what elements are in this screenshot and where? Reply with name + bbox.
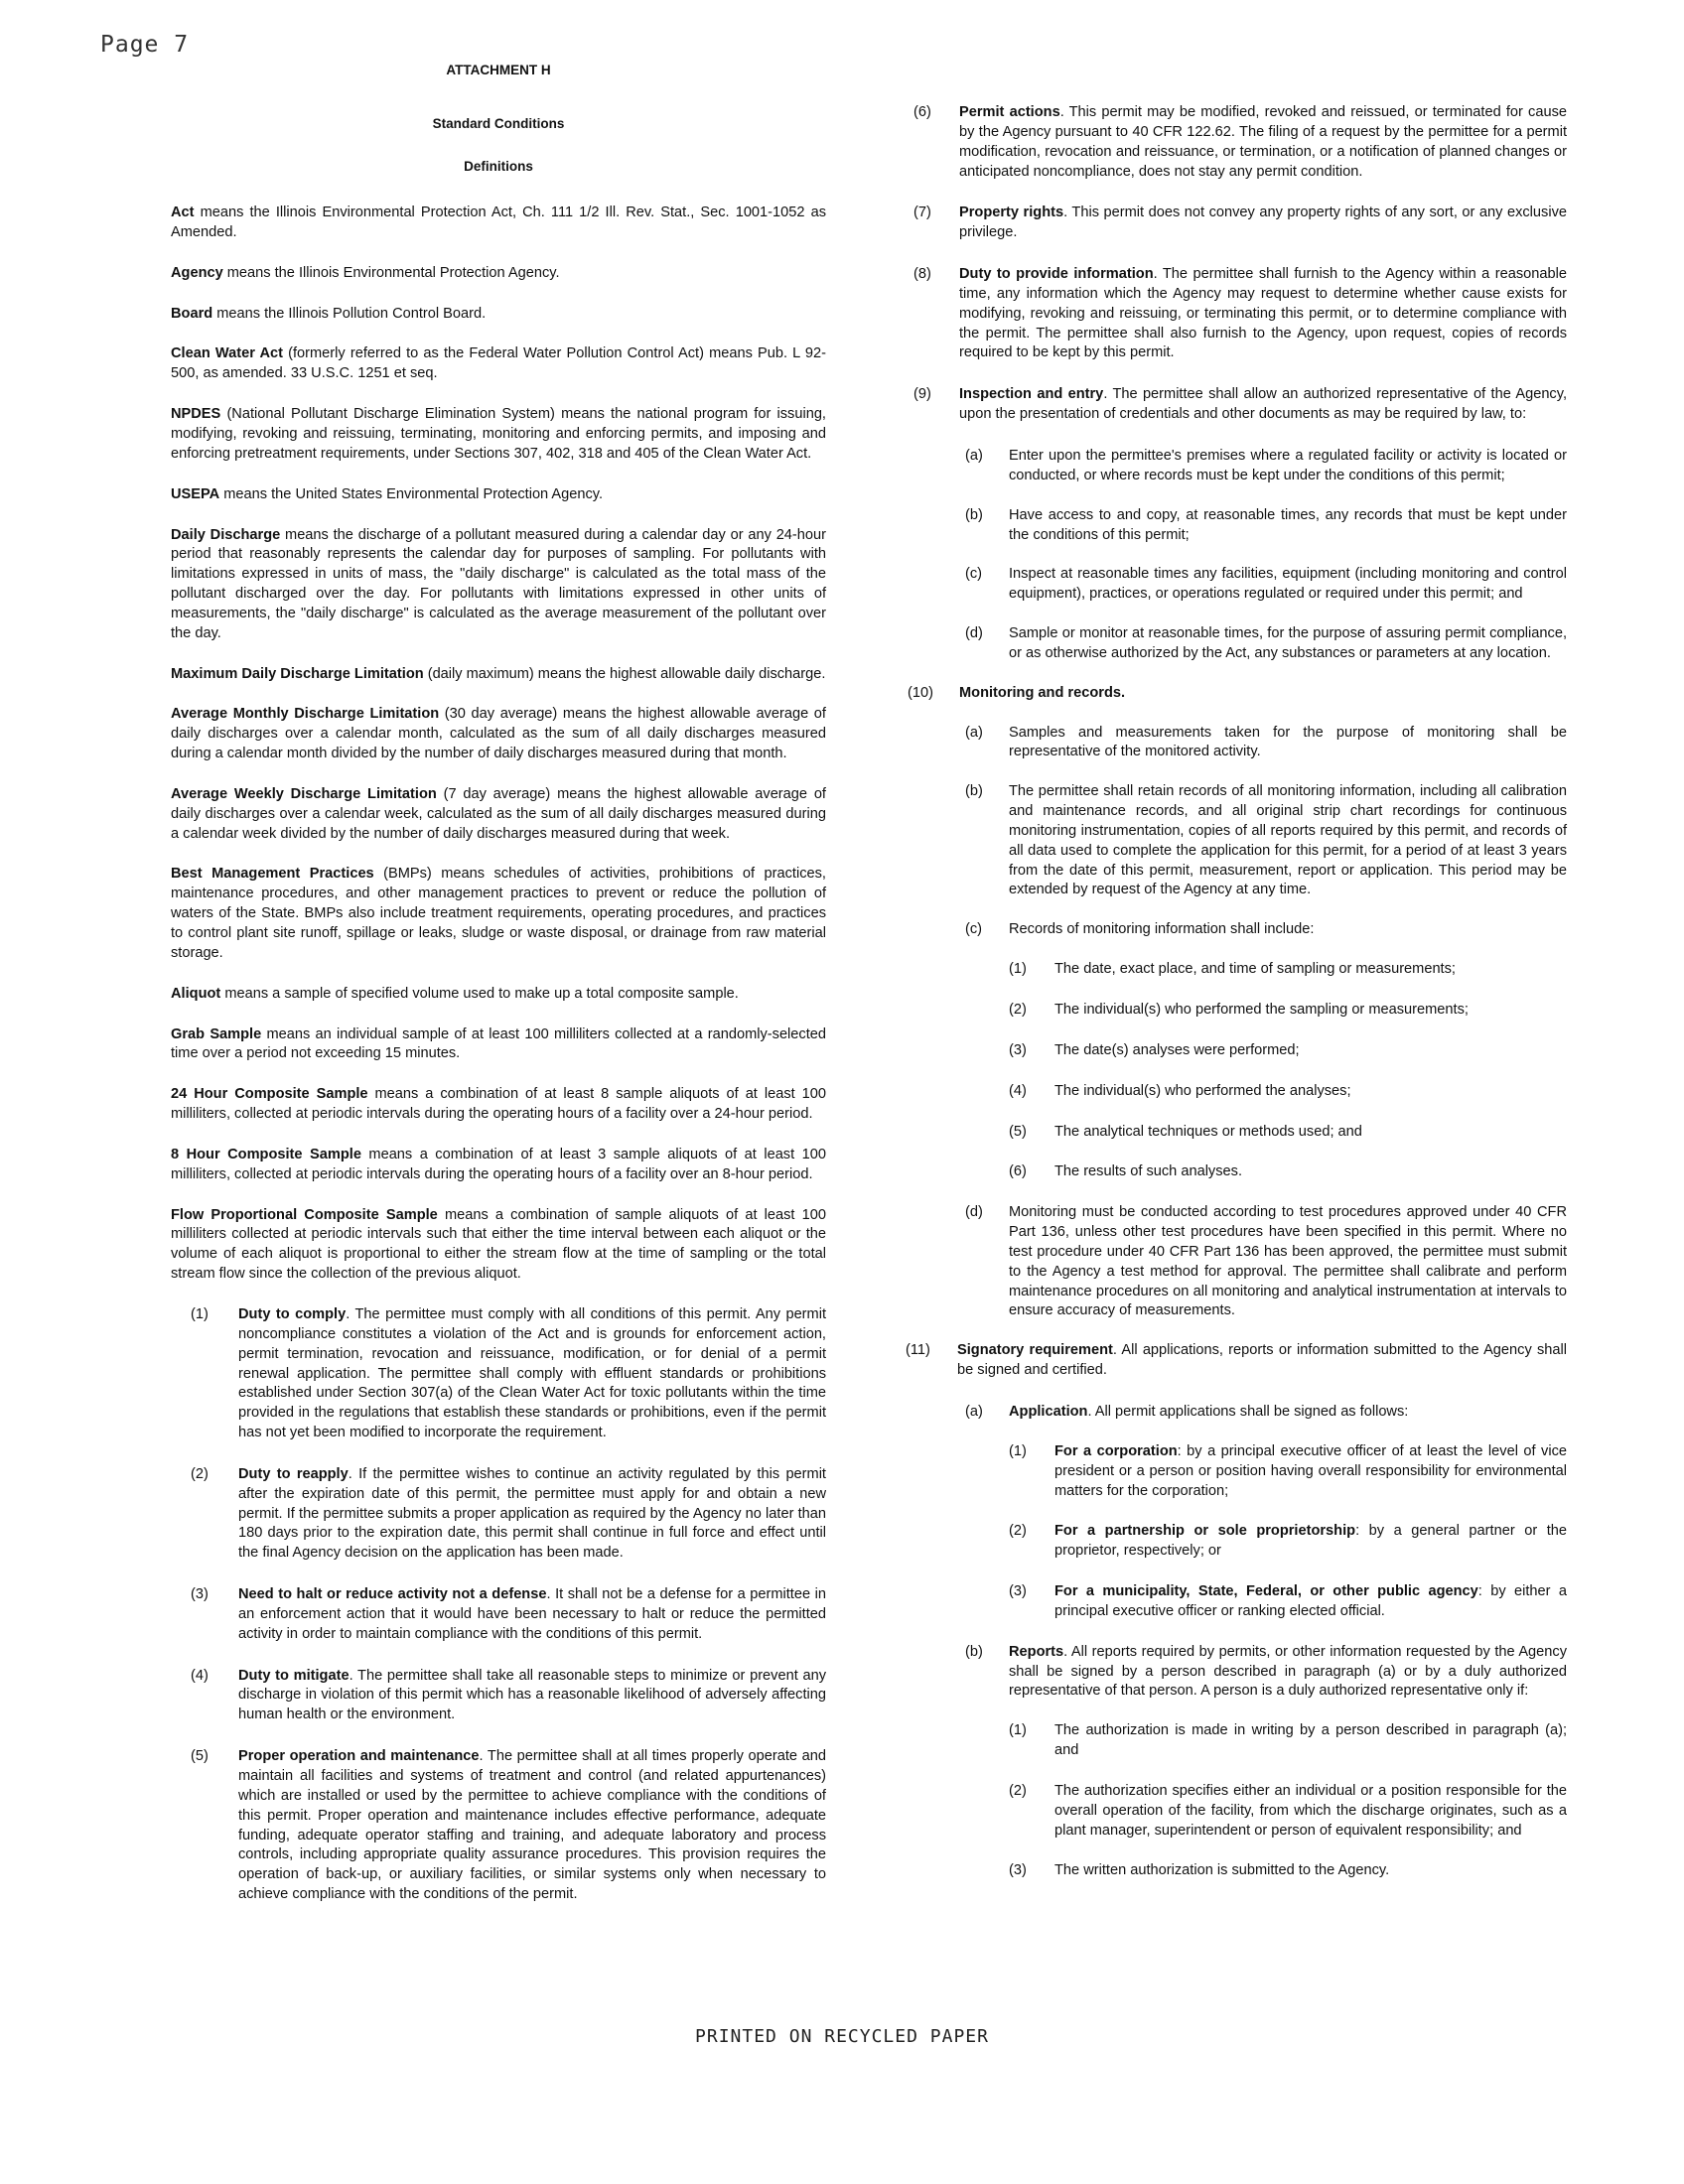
list-item-number: (6) <box>1009 1163 1027 1180</box>
item-body: . The permittee shall at all times properly operate and maintain all facilities and systems of treatment and control (and related appurtenances) which are installed or used by the permittee to achieve compliance with the conditions of this permit. Proper operation and maintenance includes effective performance, adequate funding, adequate operator staffing and training, and adequate laboratory and process controls, including appropriate quality assurance procedures. This provision requires the operation of back-up, or auxiliary facilities, or similar systems only when necessary to achieve compliance with the conditions of the permit. <box>238 1748 826 1903</box>
item-number: (10) <box>908 684 933 701</box>
list-item-text: The authorization is made in writing by a person described in paragraph (a); and <box>1054 1722 1567 1759</box>
definition <box>171 1146 826 1185</box>
sub-item-text: Inspect at reasonable times any facilities, equipment (including monitoring and control equipment), practices, or operations regulated or required under this permit; and <box>1009 566 1567 603</box>
list-item-title: For a corporation <box>1054 1442 1178 1459</box>
definition-term: Clean Water Act <box>171 345 283 362</box>
list-item-number: (3) <box>1009 1041 1027 1058</box>
definition-term: Flow Proportional Composite Sample <box>171 1206 438 1223</box>
list-item-number: (3) <box>1009 1862 1027 1879</box>
sub-item-letter: (a) <box>965 1403 983 1420</box>
left-column <box>171 58 826 1927</box>
definition-text: (formerly referred to as the Federal Water Pollution Control Act) means Pub. L 92-500, as amended. 33 U.S.C. 1251 et seq. <box>171 345 826 382</box>
list-item-text <box>1054 1522 1567 1562</box>
definition-text: (daily maximum) means the highest allowable daily discharge. <box>423 665 826 682</box>
item-title: Permit actions <box>959 104 1060 120</box>
list-item <box>1009 1721 1567 1761</box>
definition-term: Average Monthly Discharge Limitation <box>171 706 440 723</box>
condition-item <box>191 1667 826 1726</box>
item-title: Property rights <box>959 205 1064 221</box>
definition <box>171 305 826 325</box>
definition-term: Best Management Practices <box>171 866 374 883</box>
item-text <box>238 1667 826 1726</box>
definition <box>171 264 826 284</box>
sub-item-text <box>1009 1403 1567 1423</box>
list-item-text: The date, exact place, and time of sampling or measurements; <box>1054 961 1456 978</box>
list-item-number: (3) <box>1009 1583 1027 1600</box>
item-body: . It shall not be a defense for a permittee in an enforcement action that it would have been necessary to halt or reduce the permitted activity in order to maintain compliance with the conditions of this permit. <box>238 1586 826 1642</box>
page-label: Page 7 <box>100 32 190 58</box>
definition-text: means the discharge of a pollutant measured during a calendar day or any 24-hour period that reasonably represents the calendar day for purposes of sampling. For pollutants with limitations expressed in units of mass, the "daily discharge" is calculated as the total mass of the pollutant discharged over the day. For pollutants with limitations expressed in other units of measurements, the "daily discharge" is calculated as the average measurement of the pollutant over the day. <box>171 526 826 641</box>
item-body: . The permittee shall furnish to the Agency within a reasonable time, any information which the Agency may request to determine whether cause exists for modifying, revoking and reissuing, or terminating this permit, or to determine compliance with the permit. The permittee shall also furnish to the Agency, upon request, copies of records required to be kept by this permit. <box>959 266 1567 361</box>
condition-item <box>908 684 1567 704</box>
item-number: (6) <box>913 104 931 120</box>
list-item-text: The individual(s) who performed the sampling or measurements; <box>1054 1002 1469 1018</box>
item-text <box>238 1747 826 1905</box>
list-item-text: The date(s) analyses were performed; <box>1054 1041 1300 1058</box>
sub-item <box>965 920 1567 940</box>
definition <box>171 405 826 465</box>
definition-text: means a combination of sample aliquots of at least 100 milliliters collected at periodic intervals such that either the time interval between each aliquot or the volume of each aliquot is proportional to either the stream flow at the time of sampling or the total stream flow since the collection of the previous aliquot. <box>171 1206 826 1283</box>
definition-text: (BMPs) means schedules of activities, prohibitions of practices, maintenance procedures, and other management practices to prevent or reduce the pollution of waters of the State. BMPs also include treatment requirements, operating procedures, and practices to control plant site runoff, spillage or leaks, sludge or waste disposal, or drainage from raw material storage. <box>171 866 826 961</box>
sub-item-letter: (b) <box>965 1643 983 1660</box>
item-title: Need to halt or reduce activity not a defense <box>238 1586 547 1603</box>
sub-item-text: Enter upon the permittee's premises where a regulated facility or activity is located or conducted, or where records must be kept under the conditions of this permit; <box>1009 447 1567 483</box>
definition <box>171 344 826 384</box>
item-body: . The permittee shall allow an authorized representative of the Agency, upon the presentation of credentials and other documents as may be required by law, to: <box>959 386 1567 423</box>
item-title: Inspection and entry <box>959 386 1104 403</box>
definition <box>171 526 826 644</box>
sub-item <box>965 1643 1567 1703</box>
definition-term: Agency <box>171 264 223 281</box>
sub-item-text: Monitoring must be conducted according to test procedures approved under 40 CFR Part 136, unless other test procedures have been specified in this permit. Where no test procedure under 40 CFR Part 136 has been approved, the permittee must submit to the Agency a test method for approval. The permittee shall calibrate and perform maintenance procedures on all monitoring and analytical instrumentation at intervals to ensure accuracy of measurements. <box>1009 1204 1567 1319</box>
item-number: (7) <box>913 205 931 221</box>
sub-item-text: Samples and measurements taken for the purpose of monitoring shall be representative of the monitored activity. <box>1009 724 1567 760</box>
sub-item-letter: (a) <box>965 724 983 741</box>
item-body: . All applications, reports or information submitted to the Agency shall be signed and certified. <box>957 1342 1567 1379</box>
sub-item <box>965 724 1567 763</box>
list-item <box>1009 1782 1567 1842</box>
list-item <box>1009 1582 1567 1622</box>
definition <box>171 204 826 243</box>
sub-item-letter: (d) <box>965 1204 983 1221</box>
condition-item <box>913 265 1567 363</box>
definition-term: Board <box>171 305 213 322</box>
list-item-number: (2) <box>1009 1523 1027 1540</box>
sub-item <box>965 782 1567 900</box>
sub-item-text: The permittee shall retain records of all monitoring information, including all calibration and maintenance records, and all original strip chart recordings for continuous monitoring instrumentation, copies of all reports required by this permit, and records of all data used to complete the application for this permit, for a period of at least 3 years from the date of this permit, measurement, report or application. This period may be extended by request of the Agency at any time. <box>1009 783 1567 898</box>
sub-item-body: . All permit applications shall be signed as follows: <box>1087 1403 1409 1420</box>
definition <box>171 1206 826 1285</box>
item-number: (3) <box>191 1586 209 1603</box>
list-item-body: : by either a principal executive officer or ranking elected official. <box>1054 1583 1567 1619</box>
item-body: . The permittee shall take all reasonable steps to minimize or prevent any discharge in violation of this permit which has a reasonable likelihood of adversely affecting human health or the environment. <box>238 1667 826 1723</box>
definition-text: (7 day average) means the highest allowable average of daily discharges over a calendar week, calculated as the sum of all daily discharges measured during a calendar week divided by the number of daily discharges measured during that week. <box>171 785 826 842</box>
definitions-list <box>171 204 826 1285</box>
sub-item <box>965 1403 1567 1423</box>
item-number: (11) <box>906 1342 930 1359</box>
sub-item-text: Have access to and copy, at reasonable times, any records that must be kept under the conditions of this permit; <box>1009 506 1567 543</box>
attachment-heading: ATTACHMENT H <box>446 63 551 77</box>
list-item-text: The written authorization is submitted to the Agency. <box>1054 1862 1390 1879</box>
list-item-number: (1) <box>1009 1722 1027 1739</box>
sub-item <box>965 447 1567 486</box>
item-body: . This permit does not convey any property rights of any sort, or any exclusive privilege. <box>959 205 1567 241</box>
sub-item-text: Records of monitoring information shall include: <box>1009 921 1315 938</box>
item-title: Monitoring and records. <box>959 684 1126 701</box>
definition-term: NPDES <box>171 406 221 423</box>
condition-item <box>913 204 1567 243</box>
list-item-text: The analytical techniques or methods used; and <box>1054 1123 1362 1140</box>
sub-item <box>965 624 1567 664</box>
condition-item <box>913 103 1567 182</box>
condition-item <box>191 1747 826 1905</box>
list-item-title: For a partnership or sole proprietorship <box>1054 1523 1356 1540</box>
item-number: (4) <box>191 1667 209 1684</box>
item-title: Proper operation and maintenance <box>238 1748 480 1765</box>
list-item <box>1009 1522 1567 1562</box>
item-text <box>238 1465 826 1564</box>
list-item-number: (4) <box>1009 1082 1027 1099</box>
definition <box>171 1085 826 1125</box>
definition <box>171 785 826 845</box>
list-item-number: (2) <box>1009 1782 1027 1799</box>
sub-item-letter: (b) <box>965 783 983 800</box>
list-item-number: (2) <box>1009 1002 1027 1018</box>
sub-item-letter: (a) <box>965 447 983 464</box>
sub-item-text: Sample or monitor at reasonable times, for the purpose of assuring permit compliance, or as otherwise authorized by the Act, any substances or parameters at any location. <box>1009 625 1567 661</box>
sub-item-letter: (c) <box>965 921 983 938</box>
item-body: . This permit may be modified, revoked and reissued, or terminated for cause by the Agency pursuant to 40 CFR 122.62. The filing of a request by the permittee for a permit modification, revocation and reissuance, or termination, or a notification of planned changes or anticipated noncompliance, does not stay any permit condition. <box>959 104 1567 180</box>
list-item-number: (1) <box>1009 961 1027 978</box>
item-body: . The permittee must comply with all conditions of this permit. Any permit noncompliance constitutes a violation of the Act and is grounds for enforcement action, permit termination, revocation and reissuance, modification, or for denial of a permit renewal application. The permittee shall comply with effluent standards or prohibitions established under Section 307(a) of the Clean Water Act for toxic pollutants within the time provided in the regulations that establish these standards or prohibitions, even if the permit has not yet been modified to incorporate the requirement. <box>238 1305 826 1441</box>
list-item <box>1009 1082 1567 1102</box>
list-item-body: : by a general partner or the proprietor, respectively; or <box>1054 1523 1567 1560</box>
item-text <box>959 103 1567 182</box>
list-item-number: (1) <box>1009 1442 1027 1459</box>
list-item <box>1009 1041 1567 1061</box>
definition-term: 8 Hour Composite Sample <box>171 1146 361 1162</box>
definition-text: means the Illinois Pollution Control Board. <box>212 305 487 322</box>
sub-item-letter: (c) <box>965 566 983 583</box>
definition <box>171 485 826 505</box>
list-item <box>1009 1442 1567 1502</box>
sub-item-letter: (d) <box>965 625 983 642</box>
item-title: Duty to provide information <box>959 266 1154 283</box>
definition-term: 24 Hour Composite Sample <box>171 1086 368 1103</box>
condition-item <box>191 1305 826 1443</box>
definition-text: means the Illinois Environmental Protection Act, Ch. 111 1/2 Ill. Rev. Stat., Sec. 1001-1052 as Amended. <box>171 205 826 240</box>
item-text <box>959 385 1567 425</box>
item-number: (2) <box>191 1465 209 1482</box>
definition <box>171 705 826 764</box>
standard-conditions-heading: Standard Conditions <box>432 116 565 132</box>
condition-item <box>906 1341 1567 1381</box>
list-item <box>1009 1162 1567 1182</box>
item-text <box>959 204 1567 243</box>
definition-text: means the Illinois Environmental Protection Agency. <box>222 264 560 281</box>
definitions-heading: Definitions <box>464 158 533 174</box>
item-text <box>238 1585 826 1645</box>
definition <box>171 865 826 963</box>
definition-text: means a sample of specified volume used to make up a total composite sample. <box>220 985 739 1002</box>
definition-text: (National Pollutant Discharge Elimination System) means the national program for issuing, modifying, revoking and reissuing, terminating, monitoring and enforcing permits, and imposing and enforcing pretreatment requirements, under Sections 307, 402, 318 and 405 of the Clean Water Act. <box>171 406 826 462</box>
item-body: . If the permittee wishes to continue an activity regulated by this permit after the expiration date of this permit, the permittee must apply for and obtain a new permit. If the permittee submits a proper application as required by the Agency no later than 180 days prior to the expiration date, this permit shall continue in full force and effect until the final Agency decision on the application has been made. <box>238 1465 826 1562</box>
condition-item <box>191 1465 826 1564</box>
definition-text: means a combination of at least 8 sample aliquots of at least 100 milliliters, collected at periodic intervals during the operating hours of a facility over a 24-hour period. <box>171 1086 826 1123</box>
list-item-text: The individual(s) who performed the analyses; <box>1054 1082 1351 1099</box>
definition-term: Maximum Daily Discharge Limitation <box>171 665 424 682</box>
right-column <box>906 103 1568 1902</box>
list-item <box>1009 1861 1567 1881</box>
definition-term: Daily Discharge <box>171 526 281 543</box>
sub-item-body: . All reports required by permits, or other information requested by the Agency shall be signed by a person described in paragraph (a) or by a duly authorized representative of that person. A person is a duly authorized representative only if: <box>1009 1643 1567 1700</box>
list-item <box>1009 1001 1567 1021</box>
definition-text: means a combination of at least 3 sample aliquots of at least 100 milliliters, collected at periodic intervals during the operating hours of a facility over an 8-hour period. <box>171 1146 826 1182</box>
list-item-text <box>1054 1442 1567 1502</box>
sub-item-title: Reports <box>1009 1643 1064 1660</box>
item-number: (8) <box>913 266 931 283</box>
definition-term: Grab Sample <box>171 1025 262 1042</box>
sub-item <box>965 506 1567 546</box>
definition-text: (30 day average) means the highest allowable average of daily discharges over a calendar month, calculated as the sum of all daily discharges measured during a calendar month divided by the number of daily discharges measured during that month. <box>171 706 826 762</box>
item-number: (9) <box>913 386 931 403</box>
definition-term: Act <box>171 205 195 221</box>
item-text <box>957 1341 1567 1381</box>
definition-text: means the United States Environmental Protection Agency. <box>219 485 604 502</box>
definition-term: USEPA <box>171 485 220 502</box>
definition <box>171 665 826 685</box>
definition-text: means an individual sample of at least 100 milliliters collected at a randomly-selected time over a period not exceeding 15 minutes. <box>171 1025 827 1062</box>
item-title: Duty to mitigate <box>238 1667 350 1684</box>
sub-item-text <box>1009 1643 1567 1703</box>
item-title: Signatory requirement <box>957 1342 1113 1359</box>
sub-item-letter: (b) <box>965 506 983 523</box>
condition-item <box>913 385 1567 425</box>
list-item <box>1009 960 1567 980</box>
definition-term: Aliquot <box>171 985 221 1002</box>
list-item <box>1009 1123 1567 1143</box>
list-item-body: : by a principal executive officer of at least the level of vice president or a person or position having overall responsibility for environmental matters for the corporation; <box>1054 1442 1568 1499</box>
list-item-text: The results of such analyses. <box>1054 1163 1242 1180</box>
definition <box>171 1025 826 1065</box>
item-title: Duty to comply <box>238 1305 347 1322</box>
item-number: (1) <box>191 1305 209 1322</box>
item-text <box>238 1305 826 1443</box>
list-item-text: The authorization specifies either an individual or a position responsible for the overall operation of the facility, from which the discharge originates, such as a plant manager, superintendent or person of equivalent responsibility; and <box>1054 1782 1567 1839</box>
list-item-number: (5) <box>1009 1123 1027 1140</box>
sub-item <box>965 565 1567 605</box>
condition-item <box>191 1585 826 1645</box>
item-text <box>959 265 1567 363</box>
sub-item <box>965 1203 1567 1321</box>
list-item-text <box>1054 1582 1567 1622</box>
definition-term: Average Weekly Discharge Limitation <box>171 785 437 802</box>
item-number: (5) <box>191 1748 209 1765</box>
list-item-title: For a municipality, State, Federal, or other public agency <box>1054 1583 1478 1600</box>
sub-item-title: Application <box>1009 1403 1088 1420</box>
item-title: Duty to reapply <box>238 1465 349 1482</box>
footer-note: PRINTED ON RECYCLED PAPER <box>695 2026 989 2047</box>
definition <box>171 985 826 1005</box>
